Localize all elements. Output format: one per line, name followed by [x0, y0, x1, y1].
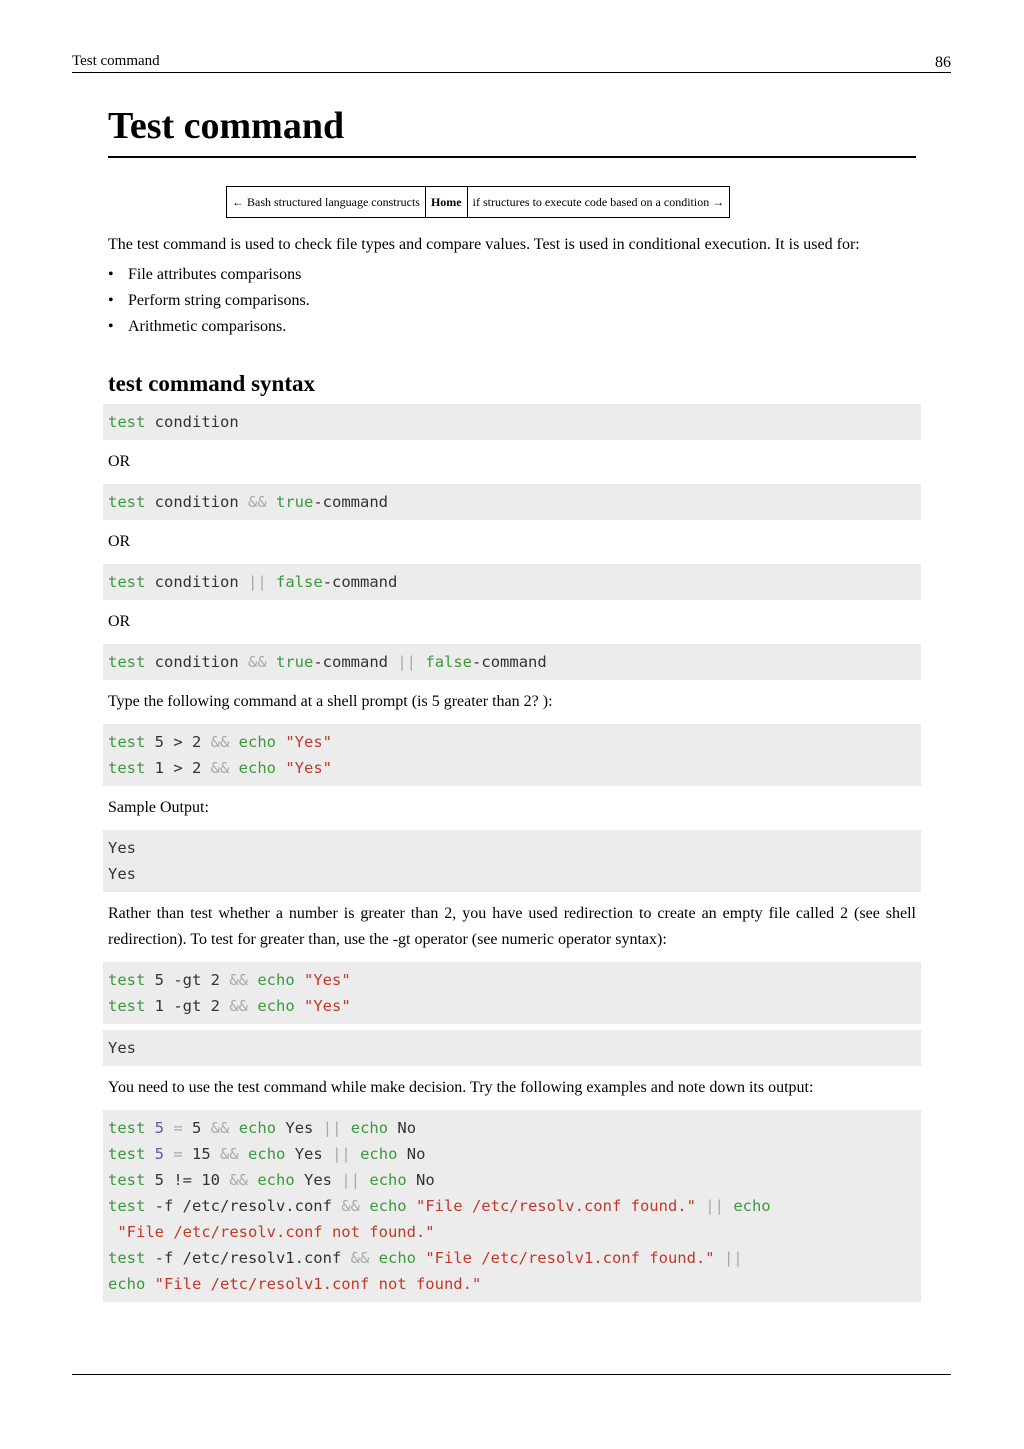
list-item: • Perform string comparisons. [108, 288, 916, 314]
navigation-box [226, 186, 730, 218]
list-item: • Arithmetic comparisons. [108, 314, 916, 340]
nav-prev-link[interactable]: ← Bash structured language constructs [227, 187, 426, 218]
redirection-paragraph: Rather than test whether a number is greater than 2, you have used redirection to create an empty file called 2 (see shell redirection). To test for greater than, use the -gt operator (see numeric operator syntax): [108, 905, 916, 948]
page-number: 86 [935, 54, 951, 71]
list-item: • File attributes comparisons [108, 262, 916, 288]
code-block-decision: test 5 = 5 && echo Yes || echo No test 5 = 15 && echo Yes || echo No test 5 != 10 && echo Yes || echo No test -f /etc/resolv.conf && echo "File /etc/resolv.conf found." || echo "File /etc/resolv.conf not found." test -f /etc/resolv1.conf && echo "File /etc/resolv1.conf found." || echo "File /etc/resolv1.conf not found." [103, 1110, 921, 1302]
output-block-gt: Yes [103, 1030, 921, 1066]
nav-home-link[interactable]: Home [425, 187, 467, 218]
article-body [108, 100, 916, 1302]
running-header [72, 50, 951, 73]
code-block-syntax-1: test condition [103, 404, 921, 440]
running-title: Test command [72, 53, 160, 69]
or-label: OR [108, 453, 131, 470]
decision-paragraph: You need to use the test command while make decision. Try the following examples and note down its output: [108, 1079, 814, 1096]
or-label: OR [108, 613, 131, 630]
prompt-instruction: Type the following command at a shell prompt (is 5 greater than 2? ): [108, 693, 553, 710]
code-block-syntax-2: test condition && true-command [103, 484, 921, 520]
nav-next-link[interactable]: if structures to execute code based on a condition → [467, 187, 730, 218]
code-block-compare: test 5 > 2 && echo "Yes" test 1 > 2 && echo "Yes" [103, 724, 921, 786]
sample-output-label: Sample Output: [108, 799, 209, 816]
section-heading: test command syntax [108, 371, 315, 396]
output-block: Yes Yes [103, 830, 921, 892]
code-block-gt: test 5 -gt 2 && echo "Yes" test 1 -gt 2 && echo "Yes" [103, 962, 921, 1024]
intro-paragraph: The test command is used to check file types and compare values. Test is used in conditional execution. It is used for: [108, 236, 860, 253]
page-title: Test command [108, 100, 916, 158]
footer-rule [72, 1374, 951, 1375]
or-label: OR [108, 533, 131, 550]
code-block-syntax-3: test condition || false-command [103, 564, 921, 600]
uses-list [108, 262, 916, 340]
code-block-syntax-4: test condition && true-command || false-command [103, 644, 921, 680]
